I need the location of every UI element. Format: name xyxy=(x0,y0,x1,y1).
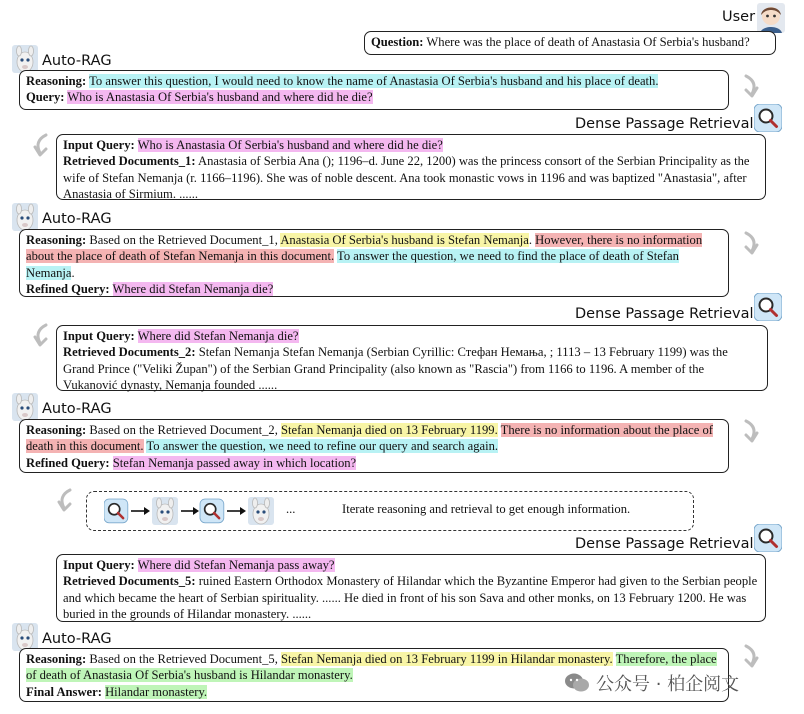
final-answer-label: Final Answer: xyxy=(26,684,102,699)
reasoning-text: To answer this question, I would need to know the name of Anastasia Of Serbia's husband and his place of death. xyxy=(89,74,659,88)
reasoning-gap: However, there is no information about the place of death of Stefan Nemanja in this document. xyxy=(26,233,703,264)
reasoning-next-step: To answer the question, we need to find the place of death of Stefan Nemanja xyxy=(26,249,679,280)
reasoning-label: Reasoning: xyxy=(26,233,87,247)
retrieved-docs-text: Anastasia of Serbia Ana (); 1196–d. June 22, 1200) was the princess consort of the Serbian Principality as the wife of Stefan Nemanja (r. 1166–1196). She was of noble descent. Ana took monastic vows in 1196 and was baptized "Anastasia", after Anastasia of Sirmium. ...... xyxy=(63,154,750,202)
arrow-right-icon xyxy=(227,507,246,515)
refined-query-label: Refined Query: xyxy=(26,455,110,470)
flow-arrow-icon xyxy=(742,231,760,255)
retrieval-box-5 xyxy=(56,554,766,622)
auto-rag-avatar-icon xyxy=(12,45,38,73)
refined-query-text: Stefan Nemanja passed away in which location? xyxy=(112,455,357,470)
reasoning-next-step: To answer the question, we need to refine our query and search again. xyxy=(146,439,499,454)
auto-rag-label: Auto-RAG xyxy=(42,401,112,417)
retrieved-docs-label: Retrieved Documents_2: xyxy=(63,345,196,360)
input-query-text: Who is Anastasia Of Serbia's husband and where did he die? xyxy=(137,138,443,152)
retrieved-docs-text: Stefan Nemanja Stefan Nemanja (Serbian Cyrillic: Стефан Немања, ; 1113 – 13 February 1199) was the Grand Prince ("Veliki Župan") of the Serbian Grand Principality (also known as "Rascia") from 1166 to 1196. A member of the Vukanović dynasty, Nemanja founded ...... xyxy=(63,345,728,393)
auto-rag-avatar-icon xyxy=(12,393,38,421)
query-label: Query: xyxy=(26,90,65,105)
retrieved-docs-text: ruined Eastern Orthodox Monastery of Hilandar which the Byzantine Emperor had given to the Serbian people and which became the heart of Serbian spirituality. ...... He died in front of his son Sava and other monks, on 13 February 1200. He was buried in the grounds of Hilandar monastery. ...... xyxy=(63,574,758,622)
magnifier-icon xyxy=(104,499,128,523)
dense-passage-retrieval-label: Dense Passage Retrieval xyxy=(575,116,754,132)
reasoning-prefix: Based on the Retrieved Document_5, xyxy=(89,652,278,666)
auto-rag-label: Auto-RAG xyxy=(42,53,112,69)
user-label: User xyxy=(722,9,756,25)
reasoning-label: Reasoning: xyxy=(26,652,87,666)
reasoning-box-1 xyxy=(19,70,729,110)
auto-rag-avatar-icon xyxy=(248,497,274,525)
reasoning-conclusion: Therefore, the place of death of Anastasia Of Serbia's husband is Hilandar monastery. xyxy=(26,652,717,683)
reasoning-prefix: Based on the Retrieved Document_2, xyxy=(89,423,278,437)
retrieved-docs-label: Retrieved Documents_5: xyxy=(63,574,196,589)
reasoning-box-2: Reasoning: Based on the Retrieved Document_1, Anastasia Of Serbia's husband is Stefan Nemanja. However, there is no information about the place of death of Stefan Nemanja in this document. To answer the question, we need to find the place of death of Stefan Nemanja. Refined Query: Where did Stefan Nemanja die? xyxy=(19,229,729,297)
refined-query-text: Where did Stefan Nemanja die? xyxy=(112,282,274,297)
input-query-text: Where did Stefan Nemanja pass away? xyxy=(137,558,335,572)
user-avatar-icon xyxy=(757,3,785,33)
auto-rag-avatar-icon xyxy=(12,203,38,231)
reasoning-fact: Stefan Nemanja died on 13 February 1199. xyxy=(281,423,498,437)
magnifier-icon xyxy=(200,499,224,523)
reasoning-gap: There is no information about the place of death in this document. xyxy=(26,423,713,454)
reasoning-fact: Stefan Nemanja died on 13 February 1199 in Hilandar monastery. xyxy=(281,652,613,666)
flow-arrow-icon xyxy=(742,644,760,668)
flow-arrow-icon xyxy=(742,419,760,443)
watermark-text: 公众号 · 柏企阅文 xyxy=(596,674,740,695)
reasoning-box-3 xyxy=(19,419,729,473)
wechat-icon xyxy=(564,672,590,694)
flow-arrow-icon xyxy=(32,133,50,157)
retrieved-docs-label: Retrieved Documents_1: xyxy=(63,154,196,169)
reasoning-fact: Anastasia Of Serbia's husband is Stefan Nemanja xyxy=(280,233,529,247)
magnifier-icon xyxy=(754,104,782,132)
iteration-sequence xyxy=(104,496,280,526)
auto-rag-avatar-icon xyxy=(152,497,178,525)
input-query-label: Input Query: xyxy=(63,138,135,152)
magnifier-icon xyxy=(754,524,782,552)
dense-passage-retrieval-label: Dense Passage Retrieval xyxy=(575,306,754,322)
retrieval-box-2 xyxy=(56,325,768,391)
reasoning-label: Reasoning: xyxy=(26,74,87,88)
refined-query-label: Refined Query: xyxy=(26,282,110,297)
retrieval-box-1 xyxy=(56,134,766,200)
dense-passage-retrieval-label: Dense Passage Retrieval xyxy=(575,536,754,552)
input-query-label: Input Query: xyxy=(63,558,135,572)
input-query-text: Where did Stefan Nemanja die? xyxy=(137,329,299,343)
iteration-text: Iterate reasoning and retrieval to get enough information. xyxy=(342,502,631,516)
flow-arrow-icon xyxy=(32,323,50,347)
reasoning-prefix: Based on the Retrieved Document_1, xyxy=(89,233,278,247)
iteration-ellipsis: ... xyxy=(286,502,296,516)
query-text: Who is Anastasia Of Serbia's husband and where did he die? xyxy=(67,90,373,105)
arrow-right-icon xyxy=(181,507,199,515)
auto-rag-label: Auto-RAG xyxy=(42,631,112,647)
arrow-right-icon xyxy=(131,507,150,515)
flow-arrow-icon xyxy=(742,74,760,98)
reasoning-label: Reasoning: xyxy=(26,423,87,437)
question-text: Where was the place of death of Anastasia Of Serbia's husband? xyxy=(426,35,750,49)
final-answer-text: Hilandar monastery. xyxy=(105,684,208,699)
question-label: Question: xyxy=(371,35,424,49)
auto-rag-label: Auto-RAG xyxy=(42,211,112,227)
magnifier-icon xyxy=(754,293,782,321)
question-box xyxy=(364,31,776,55)
flow-arrow-icon xyxy=(56,488,74,512)
auto-rag-avatar-icon xyxy=(12,623,38,651)
input-query-label: Input Query: xyxy=(63,329,135,343)
